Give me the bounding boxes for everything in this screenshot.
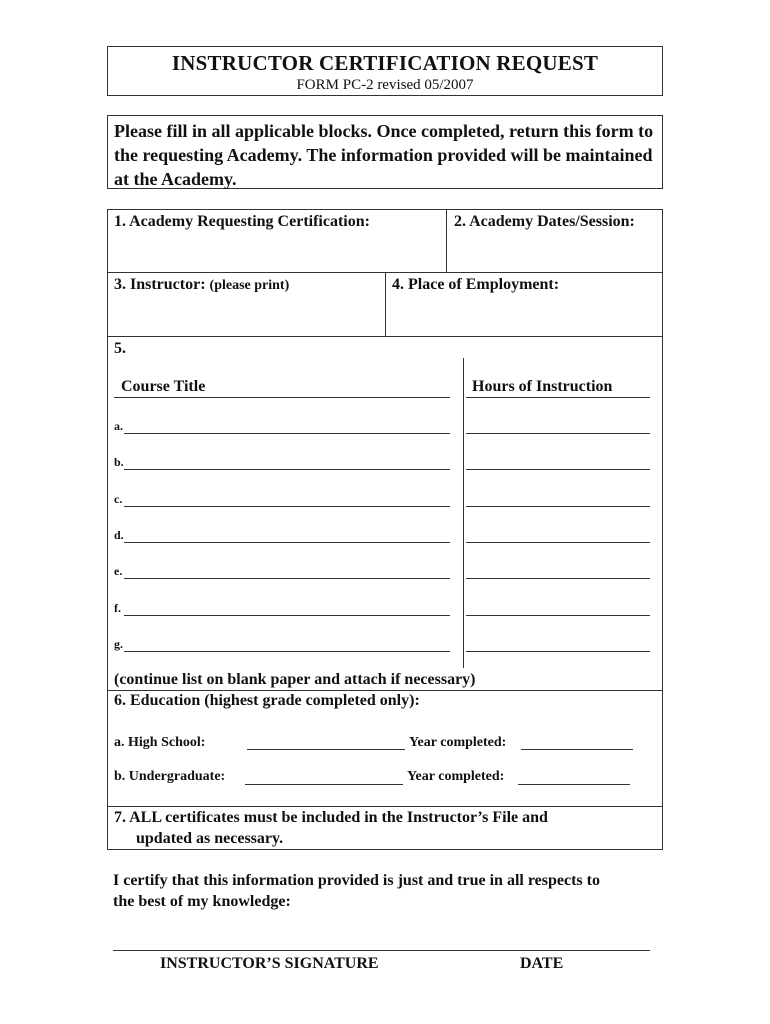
course-hours-field[interactable] — [466, 651, 650, 652]
instructor-label-text: 3. Instructor: — [114, 276, 210, 293]
academy-requesting-field[interactable] — [114, 232, 440, 270]
divider — [108, 336, 662, 337]
course-row-letter: b. — [114, 455, 124, 469]
high-school-field[interactable] — [247, 749, 405, 750]
signature-label: INSTRUCTOR’S SIGNATURE — [160, 955, 379, 972]
course-hours-field[interactable] — [466, 433, 650, 434]
certificates-line-2: updated as necessary. — [136, 830, 284, 847]
certify-line-1: I certify that this information provided is just and true in all respects to — [113, 872, 600, 889]
instructions-text: Please fill in all applicable blocks. Once completed, return this form to the requesting Academy. The information provided will be maintained at the Academy. — [114, 121, 654, 189]
course-row-letter: c. — [114, 492, 123, 506]
course-row-letter: e. — [114, 564, 123, 578]
course-hours-field[interactable] — [466, 542, 650, 543]
course-row-letter: f. — [114, 601, 121, 615]
header-underline — [466, 397, 650, 398]
instructor-field[interactable] — [114, 296, 380, 334]
divider — [108, 690, 662, 691]
academy-requesting-label: 1. Academy Requesting Certification: — [114, 213, 370, 230]
instructions-block — [107, 115, 663, 189]
course-hours-field[interactable] — [466, 506, 650, 507]
form-subtitle: FORM PC-2 revised 05/2007 — [296, 77, 474, 93]
header-underline — [114, 397, 450, 398]
course-title-field[interactable] — [124, 433, 450, 434]
continue-note: (continue list on blank paper and attach if necessary) — [114, 671, 476, 688]
place-of-employment-field[interactable] — [392, 296, 658, 334]
course-row-letter: d. — [114, 528, 124, 542]
course-title-header: Course Title — [121, 378, 206, 395]
high-school-label: a. High School: — [114, 735, 206, 750]
date-label: DATE — [520, 955, 564, 972]
divider — [108, 806, 662, 807]
course-hours-field[interactable] — [466, 578, 650, 579]
form-title: INSTRUCTOR CERTIFICATION REQUEST — [171, 51, 599, 75]
column-divider — [463, 358, 464, 668]
section-5-number: 5. — [114, 340, 126, 357]
year-completed-label: Year completed: — [409, 735, 507, 750]
course-title-field[interactable] — [124, 469, 450, 470]
course-title-field[interactable] — [124, 651, 450, 652]
certificates-line-1: 7. ALL certificates must be included in the Instructor’s File and — [114, 809, 548, 826]
undergraduate-label: b. Undergraduate: — [114, 769, 226, 784]
year-completed-label: Year completed: — [407, 769, 505, 784]
undergraduate-year-field[interactable] — [518, 784, 630, 785]
high-school-year-field[interactable] — [521, 749, 633, 750]
form-body — [107, 209, 663, 850]
course-row-letter: g. — [114, 637, 123, 651]
undergraduate-field[interactable] — [245, 784, 403, 785]
signature-line[interactable] — [113, 950, 650, 951]
course-title-field[interactable] — [124, 615, 450, 616]
course-row-letter: a. — [114, 419, 123, 433]
course-title-field[interactable] — [124, 578, 450, 579]
certify-line-2: the best of my knowledge: — [113, 893, 291, 910]
academy-dates-field[interactable] — [452, 232, 658, 270]
title-block — [107, 46, 663, 96]
course-title-field[interactable] — [124, 542, 450, 543]
education-label: 6. Education (highest grade completed only): — [114, 692, 420, 709]
instructor-hint: (please print) — [209, 278, 290, 293]
hours-header: Hours of Instruction — [472, 378, 613, 395]
divider — [446, 210, 447, 272]
course-hours-field[interactable] — [466, 615, 650, 616]
instructor-label — [114, 276, 289, 294]
divider — [385, 272, 386, 336]
place-of-employment-label: 4. Place of Employment: — [392, 276, 560, 293]
course-hours-field[interactable] — [466, 469, 650, 470]
academy-dates-label: 2. Academy Dates/Session: — [454, 213, 635, 230]
course-title-field[interactable] — [124, 506, 450, 507]
